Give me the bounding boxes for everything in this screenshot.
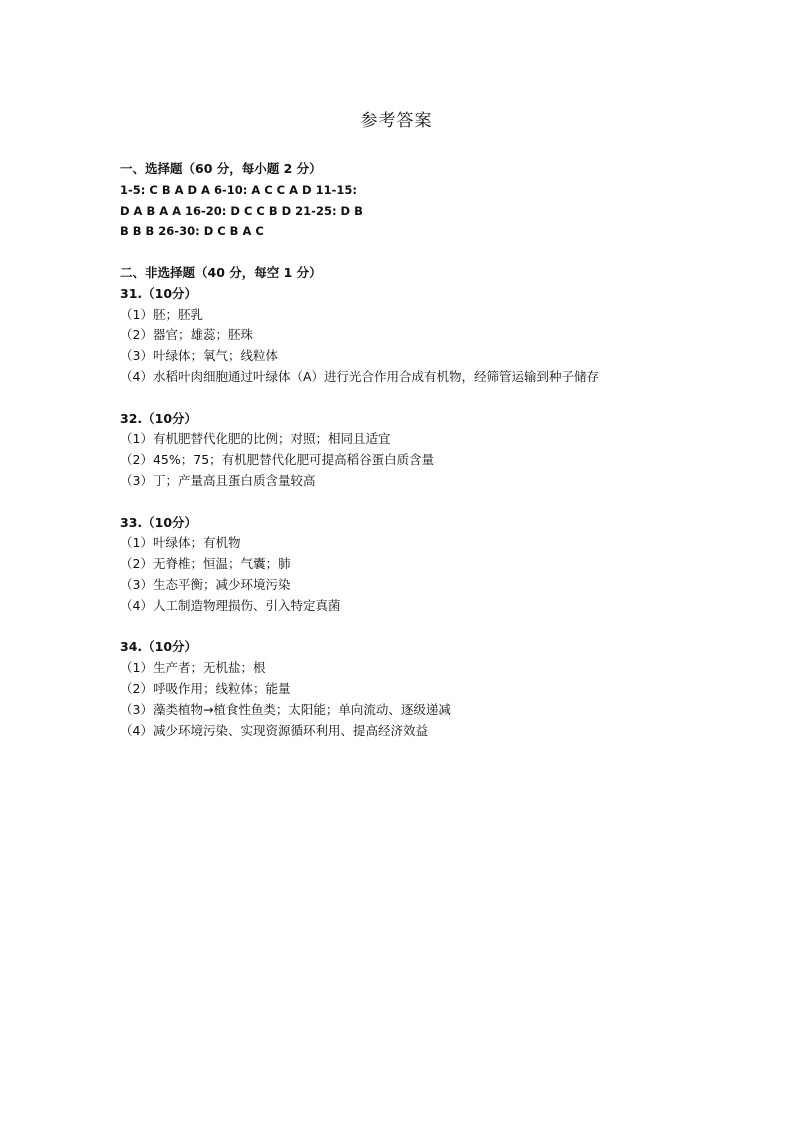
multiple-choice-answers-line: B B B 26-30: D C B A C <box>120 224 264 239</box>
answer-content <box>120 159 680 741</box>
question-spacer <box>120 617 680 638</box>
question-32 <box>120 409 680 492</box>
question-heading: 34.（10分） <box>120 639 198 655</box>
question-31 <box>120 284 680 388</box>
answer-item: （2）无脊椎；恒温；气囊；肺 <box>120 556 291 572</box>
answer-item: （4）水稻叶肉细胞通过叶绿体（A）进行光合作用合成有机物，经筛管运输到种子储存 <box>120 368 600 384</box>
answer-item: （2）45%；75；有机肥替代化肥可提高稻谷蛋白质含量 <box>120 452 435 468</box>
answer-item: （1）叶绿体；有机物 <box>120 535 241 551</box>
multiple-choice-section <box>120 159 680 242</box>
page-title: 参考答案 <box>360 111 433 131</box>
multiple-choice-heading: 一、选择题（60 分，每小题 2 分） <box>120 161 322 176</box>
answer-item: （1）有机肥替代化肥的比例；对照；相同且适宜 <box>120 431 391 447</box>
question-spacer <box>120 388 680 409</box>
multiple-choice-answers-line: D A B A A 16-20: D C C B D 21-25: D B <box>120 203 363 218</box>
question-spacer <box>120 492 680 513</box>
answer-item: （4）人工制造物理损伤、引入特定真菌 <box>120 597 341 613</box>
answer-item: （4）减少环境污染、实现资源循环利用、提高经济效益 <box>120 722 428 738</box>
answer-item: （3）叶绿体；氧气；线粒体 <box>120 348 278 364</box>
question-heading: 33.（10分） <box>120 514 198 530</box>
non-choice-heading: 二、非选择题（40 分，每空 1 分） <box>120 264 322 280</box>
section-spacer <box>120 242 680 263</box>
answer-item: （3）藻类植物→植食性鱼类；太阳能；单向流动、逐级递减 <box>120 701 451 717</box>
non-choice-section <box>120 263 680 741</box>
question-heading: 32.（10分） <box>120 410 198 426</box>
answer-item: （1）生产者；无机盐；根 <box>120 660 266 676</box>
multiple-choice-answers-line: 1-5: C B A D A 6-10: A C C A D 11-15: <box>120 182 357 197</box>
answer-item: （2）器官；雄蕊；胚珠 <box>120 327 253 343</box>
answer-item: （3）丁；产量高且蛋白质含量较高 <box>120 472 316 488</box>
answer-item: （3）生态平衡；减少环境污染 <box>120 576 291 592</box>
question-33 <box>120 513 680 617</box>
answer-item: （1）胚；胚乳 <box>120 306 203 322</box>
question-34 <box>120 637 680 741</box>
answer-item: （2）呼吸作用；线粒体；能量 <box>120 680 291 696</box>
question-heading: 31.（10分） <box>120 285 198 301</box>
